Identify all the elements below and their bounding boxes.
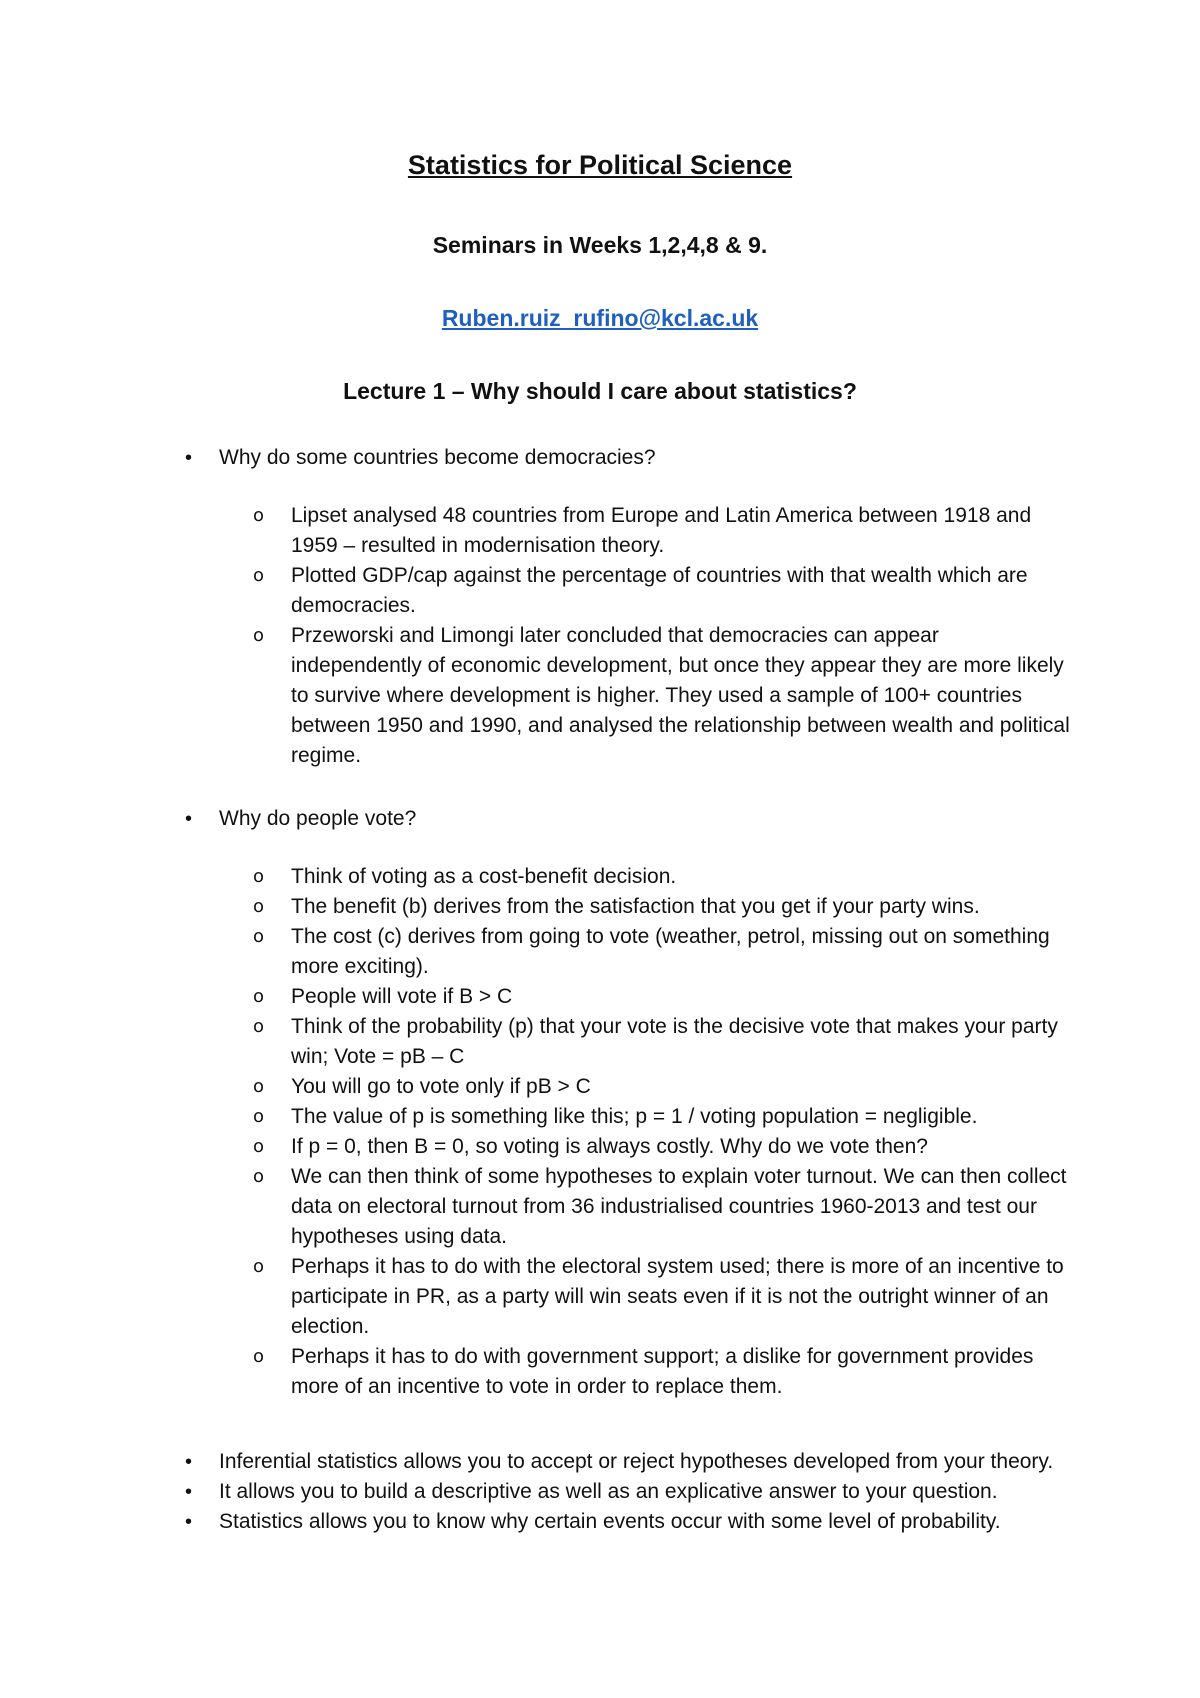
sub-point-text: Think of voting as a cost-benefit decision. — [291, 865, 677, 888]
list-item — [175, 1477, 1075, 1507]
circle-bullet-icon: o — [253, 896, 265, 917]
list-item — [253, 1012, 1073, 1072]
question-bullet — [175, 804, 1075, 834]
list-item — [253, 1102, 1073, 1132]
bullet-icon: • — [185, 447, 193, 469]
circle-bullet-icon: o — [253, 1076, 265, 1097]
list-item — [253, 892, 1073, 922]
circle-bullet-icon: o — [253, 1346, 265, 1367]
circle-bullet-icon: o — [253, 505, 265, 526]
document-title: Statistics for Political Science — [407, 150, 793, 180]
circle-bullet-icon: o — [253, 565, 265, 586]
bullet-icon: • — [185, 808, 193, 830]
sub-point-text: You will go to vote only if pB > C — [291, 1075, 591, 1098]
circle-bullet-icon: o — [253, 866, 265, 887]
conclusion-text: Statistics allows you to know why certain events occur with some level of probability. — [219, 1510, 1001, 1533]
sub-point-text: If p = 0, then B = 0, so voting is always costly. Why do we vote then? — [291, 1135, 928, 1158]
sub-point-text: Plotted GDP/cap against the percentage of countries with that wealth which are democracies. — [291, 564, 1028, 617]
list-item — [175, 1447, 1075, 1477]
list-item — [253, 982, 1073, 1012]
sub-point-text: The benefit (b) derives from the satisfaction that you get if your party wins. — [291, 895, 980, 918]
list-item — [253, 621, 1073, 771]
list-item — [253, 922, 1073, 982]
sub-point-text: Perhaps it has to do with government support; a dislike for government provides more of an incentive to vote in order to replace them. — [291, 1345, 1034, 1398]
circle-bullet-icon: o — [253, 1106, 265, 1127]
list-item — [175, 1507, 1075, 1537]
circle-bullet-icon: o — [253, 1256, 265, 1277]
sub-point-text: Perhaps it has to do with the electoral system used; there is more of an incentive to participate in PR, as a party will win seats even if it is not the outright winner of an election. — [291, 1255, 1064, 1338]
sub-point-text: The value of p is something like this; p = 1 / voting population = negligible. — [291, 1105, 978, 1128]
circle-bullet-icon: o — [253, 986, 265, 1007]
sub-point-text: We can then think of some hypotheses to explain voter turnout. We can then collect data on electoral turnout from 36 industrialised countries 1960-2013 and test our hypotheses using data. — [291, 1165, 1067, 1248]
bullet-icon: • — [185, 1451, 193, 1473]
list-item — [253, 501, 1073, 561]
question-bullet — [175, 443, 1075, 473]
list-item — [253, 1342, 1073, 1402]
list-item — [253, 862, 1073, 892]
circle-bullet-icon: o — [253, 926, 265, 947]
conclusion-text: Inferential statistics allows you to accept or reject hypotheses developed from your theory. — [219, 1450, 1054, 1473]
circle-bullet-icon: o — [253, 1166, 265, 1187]
sub-point-text: Lipset analysed 48 countries from Europe and Latin America between 1918 and 1959 – resulted in modernisation theory. — [291, 504, 1032, 557]
conclusion-list — [175, 1447, 1075, 1537]
question-text: Why do some countries become democracies? — [219, 446, 656, 469]
question-text: Why do people vote? — [219, 807, 417, 830]
sub-point-text: People will vote if B > C — [291, 985, 513, 1008]
circle-bullet-icon: o — [253, 1016, 265, 1037]
lecture-heading: Lecture 1 – Why should I care about statistics? — [343, 378, 857, 404]
sub-point-list — [253, 501, 1073, 771]
circle-bullet-icon: o — [253, 1136, 265, 1157]
list-item — [253, 1252, 1073, 1342]
list-item — [253, 1132, 1073, 1162]
contact-email-link[interactable]: Ruben.ruiz_rufino@kcl.ac.uk — [441, 305, 759, 331]
list-item — [253, 1072, 1073, 1102]
list-item — [253, 561, 1073, 621]
circle-bullet-icon: o — [253, 625, 265, 646]
sub-point-text: Przeworski and Limongi later concluded that democracies can appear independently of economic development, but once they appear they are more likely to survive where development is higher. They used a sample of 100+ countries between 1950 and 1990, and analysed the relationship between wealth and political regime. — [291, 624, 1070, 767]
seminar-schedule: Seminars in Weeks 1,2,4,8 & 9. — [432, 232, 768, 258]
sub-point-text: The cost (c) derives from going to vote (weather, petrol, missing out on something more exciting). — [291, 925, 1050, 978]
sub-point-text: Think of the probability (p) that your vote is the decisive vote that makes your party win; Vote = pB – C — [291, 1015, 1058, 1068]
conclusion-text: It allows you to build a descriptive as well as an explicative answer to your question. — [219, 1480, 998, 1503]
bullet-icon: • — [185, 1481, 193, 1503]
list-item — [253, 1162, 1073, 1252]
sub-point-list — [253, 862, 1073, 1402]
bullet-icon: • — [185, 1511, 193, 1533]
